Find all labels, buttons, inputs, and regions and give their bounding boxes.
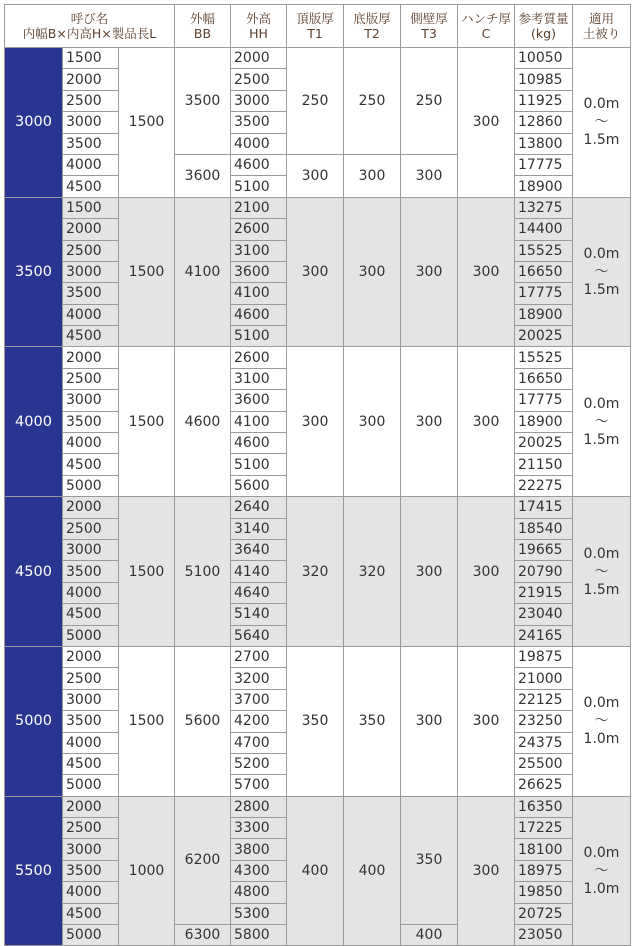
- top-slab-thickness-value: 300: [287, 347, 344, 497]
- outer-height-value: 5600: [231, 475, 287, 496]
- inner-height-value: 3500: [63, 711, 119, 732]
- reference-mass-value: 18100: [515, 839, 573, 860]
- table-row: [5, 646, 631, 667]
- bottom-slab-thickness-value: 300: [344, 347, 401, 497]
- inner-height-value: 5000: [63, 625, 119, 646]
- reference-mass-value: 12860: [515, 112, 573, 133]
- side-wall-thickness-value: 300: [401, 646, 458, 796]
- outer-height-value: 3640: [231, 539, 287, 560]
- outer-height-value: 5100: [231, 454, 287, 475]
- reference-mass-value: 22125: [515, 689, 573, 710]
- outer-height-value: 5800: [231, 925, 287, 946]
- inner-height-value: 3000: [63, 839, 119, 860]
- inner-height-value: 3000: [63, 689, 119, 710]
- outer-height-value: 4100: [231, 411, 287, 432]
- product-length-value: 1500: [119, 646, 175, 796]
- outer-height-value: 2700: [231, 646, 287, 667]
- reference-mass-value: 18900: [515, 304, 573, 325]
- inner-height-value: 5000: [63, 925, 119, 946]
- inner-height-value: 3500: [63, 411, 119, 432]
- inner-width-name: 4500: [5, 497, 63, 647]
- outer-height-value: 4700: [231, 732, 287, 753]
- haunch-thickness-value: 300: [458, 796, 515, 946]
- inner-height-value: 3000: [63, 390, 119, 411]
- reference-mass-value: 15525: [515, 347, 573, 368]
- outer-height-value: 4600: [231, 433, 287, 454]
- table-row: [5, 48, 631, 69]
- reference-mass-value: 23050: [515, 925, 573, 946]
- reference-mass-value: 20025: [515, 433, 573, 454]
- haunch-thickness-value: 300: [458, 48, 515, 198]
- top-slab-thickness-value: 350: [287, 646, 344, 796]
- inner-height-value: 4000: [63, 433, 119, 454]
- cover-depth-value: 1.0m: [583, 731, 620, 748]
- inner-height-value: 4500: [63, 326, 119, 347]
- header-t2: [344, 5, 401, 48]
- reference-mass-value: 21150: [515, 454, 573, 475]
- reference-mass-value: 22275: [515, 475, 573, 496]
- outer-height-value: 3600: [231, 390, 287, 411]
- inner-height-value: 2500: [63, 518, 119, 539]
- outer-height-value: 2500: [231, 69, 287, 90]
- outer-height-value: 3000: [231, 90, 287, 111]
- reference-mass-value: 24165: [515, 625, 573, 646]
- reference-mass-value: 17415: [515, 497, 573, 518]
- inner-height-value: 3500: [63, 133, 119, 154]
- inner-height-value: 4000: [63, 154, 119, 175]
- side-wall-thickness-value: 300: [401, 347, 458, 497]
- reference-mass-value: 21000: [515, 668, 573, 689]
- inner-height-value: 4000: [63, 882, 119, 903]
- inner-height-value: 2000: [63, 347, 119, 368]
- outer-height-value: 5140: [231, 604, 287, 625]
- haunch-thickness-value: 300: [458, 646, 515, 796]
- outer-height-value: 4640: [231, 582, 287, 603]
- reference-mass-value: 16650: [515, 261, 573, 282]
- outer-height-value: 3300: [231, 818, 287, 839]
- inner-height-value: 1500: [63, 48, 119, 69]
- haunch-thickness-value: 300: [458, 347, 515, 497]
- cover-range-tilde: 〜: [594, 413, 609, 430]
- cover-depth-value: 1.0m: [583, 881, 620, 898]
- outer-height-value: 3800: [231, 839, 287, 860]
- outer-height-value: 4300: [231, 860, 287, 881]
- inner-height-value: 2000: [63, 796, 119, 817]
- inner-width-name: 5500: [5, 796, 63, 946]
- cover-depth-value: 0.0m: [583, 96, 620, 113]
- inner-height-value: 3500: [63, 283, 119, 304]
- cover-depth-value: 0.0m: [583, 545, 620, 562]
- header-mass-line1: 参考質量: [518, 11, 569, 26]
- cover-depth-cell: [573, 796, 631, 946]
- inner-width-name: 3500: [5, 197, 63, 347]
- header-name: [5, 5, 175, 48]
- reference-mass-value: 20025: [515, 326, 573, 347]
- cover-depth-cell: [573, 347, 631, 497]
- side-wall-thickness-value: 300: [401, 197, 458, 347]
- inner-height-value: 3500: [63, 561, 119, 582]
- product-length-value: 1000: [119, 796, 175, 946]
- header-t3: [401, 5, 458, 48]
- cover-range-tilde: 〜: [594, 713, 609, 730]
- bottom-slab-thickness-value: 400: [344, 796, 401, 946]
- header-cover: [573, 5, 631, 48]
- side-wall-thickness-value: 300: [401, 154, 458, 197]
- outer-height-value: 2600: [231, 347, 287, 368]
- header-cover-line2: 土被り: [582, 26, 621, 41]
- outer-width-value: 3600: [175, 154, 231, 197]
- reference-mass-value: 19665: [515, 539, 573, 560]
- inner-height-value: 3000: [63, 539, 119, 560]
- outer-height-value: 5100: [231, 326, 287, 347]
- outer-height-value: 4200: [231, 711, 287, 732]
- outer-height-value: 4100: [231, 283, 287, 304]
- top-slab-thickness-value: 300: [287, 197, 344, 347]
- cover-range-tilde: 〜: [594, 264, 609, 281]
- outer-height-value: 3600: [231, 261, 287, 282]
- header-t1-line2: T1: [307, 26, 323, 41]
- outer-height-value: 3100: [231, 368, 287, 389]
- inner-height-value: 3500: [63, 860, 119, 881]
- inner-height-value: 2000: [63, 69, 119, 90]
- top-slab-thickness-value: 400: [287, 796, 344, 946]
- outer-width-value: 4600: [175, 347, 231, 497]
- reference-mass-value: 13275: [515, 197, 573, 218]
- outer-height-value: 4600: [231, 154, 287, 175]
- outer-height-value: 5700: [231, 775, 287, 796]
- cover-depth-value: 1.5m: [583, 431, 620, 448]
- bottom-slab-thickness-value: 300: [344, 197, 401, 347]
- outer-height-value: 5300: [231, 903, 287, 924]
- header-c-line1: ハンチ厚: [460, 11, 511, 26]
- header-bb-line2: BB: [193, 26, 212, 41]
- top-slab-thickness-value: 250: [287, 48, 344, 155]
- outer-height-value: 2640: [231, 497, 287, 518]
- side-wall-thickness-value: 250: [401, 48, 458, 155]
- side-wall-thickness-value: 300: [401, 497, 458, 647]
- reference-mass-value: 16650: [515, 368, 573, 389]
- haunch-thickness-value: 300: [458, 197, 515, 347]
- outer-height-value: 3700: [231, 689, 287, 710]
- bottom-slab-thickness-value: 300: [344, 154, 401, 197]
- cover-depth-value: 0.0m: [583, 395, 620, 412]
- outer-width-value: 4100: [175, 197, 231, 347]
- inner-height-value: 4500: [63, 176, 119, 197]
- outer-height-value: 4800: [231, 882, 287, 903]
- inner-height-value: 2500: [63, 368, 119, 389]
- outer-height-value: 4600: [231, 304, 287, 325]
- inner-height-value: 4000: [63, 732, 119, 753]
- outer-width-value: 6300: [175, 925, 231, 946]
- header-t3-line1: 側壁厚: [410, 11, 448, 26]
- header-c: [458, 5, 515, 48]
- bottom-slab-thickness-value: 250: [344, 48, 401, 155]
- bottom-slab-thickness-value: 350: [344, 646, 401, 796]
- reference-mass-value: 17775: [515, 283, 573, 304]
- header-c-line2: C: [481, 26, 491, 41]
- reference-mass-value: 26625: [515, 775, 573, 796]
- outer-height-value: 4140: [231, 561, 287, 582]
- top-slab-thickness-value: 320: [287, 497, 344, 647]
- outer-height-value: 2600: [231, 219, 287, 240]
- reference-mass-value: 20790: [515, 561, 573, 582]
- outer-height-value: 3500: [231, 112, 287, 133]
- inner-height-value: 2000: [63, 646, 119, 667]
- product-length-value: 1500: [119, 347, 175, 497]
- header-cover-line1: 適用: [588, 11, 614, 26]
- header-mass: [515, 5, 573, 48]
- cover-range-tilde: 〜: [594, 863, 609, 880]
- outer-width-value: 5600: [175, 646, 231, 796]
- inner-height-value: 2500: [63, 818, 119, 839]
- cover-depth-value: 0.0m: [583, 246, 620, 263]
- side-wall-thickness-value: 350: [401, 796, 458, 924]
- reference-mass-value: 13800: [515, 133, 573, 154]
- product-length-value: 1500: [119, 497, 175, 647]
- table-body: [5, 48, 631, 946]
- reference-mass-value: 24375: [515, 732, 573, 753]
- header-hh-line1: 外高: [245, 11, 271, 26]
- product-length-value: 1500: [119, 197, 175, 347]
- cover-depth-value: 1.5m: [583, 581, 620, 598]
- cover-depth-cell: [573, 48, 631, 198]
- inner-height-value: 3000: [63, 112, 119, 133]
- outer-height-value: 2000: [231, 48, 287, 69]
- header-mass-line2: (kg): [531, 26, 556, 41]
- reference-mass-value: 18975: [515, 860, 573, 881]
- reference-mass-value: 15525: [515, 240, 573, 261]
- inner-height-value: 4500: [63, 454, 119, 475]
- cover-depth-value: 0.0m: [583, 695, 620, 712]
- cover-depth-value: 0.0m: [583, 845, 620, 862]
- header-hh-line2: HH: [249, 26, 268, 41]
- outer-height-value: 2100: [231, 197, 287, 218]
- inner-height-value: 4500: [63, 604, 119, 625]
- reference-mass-value: 21915: [515, 582, 573, 603]
- cover-depth-cell: [573, 197, 631, 347]
- inner-width-name: 3000: [5, 48, 63, 198]
- outer-height-value: 5200: [231, 753, 287, 774]
- outer-width-value: 3500: [175, 48, 231, 155]
- reference-mass-value: 17775: [515, 154, 573, 175]
- header-bb: [175, 5, 231, 48]
- inner-height-value: 2500: [63, 90, 119, 111]
- reference-mass-value: 23040: [515, 604, 573, 625]
- cover-range-tilde: 〜: [594, 563, 609, 580]
- outer-height-value: 3100: [231, 240, 287, 261]
- reference-mass-value: 18900: [515, 411, 573, 432]
- cover-depth-value: 1.5m: [583, 132, 620, 149]
- table-row: [5, 796, 631, 817]
- inner-width-name: 5000: [5, 646, 63, 796]
- inner-height-value: 5000: [63, 475, 119, 496]
- cover-depth-value: 1.5m: [583, 282, 620, 299]
- reference-mass-value: 19875: [515, 646, 573, 667]
- header-t2-line1: 底版厚: [353, 11, 391, 26]
- bottom-slab-thickness-value: 320: [344, 497, 401, 647]
- cover-depth-cell: [573, 646, 631, 796]
- cover-depth-cell: [573, 497, 631, 647]
- outer-height-value: 3140: [231, 518, 287, 539]
- reference-mass-value: 20725: [515, 903, 573, 924]
- outer-height-value: 2800: [231, 796, 287, 817]
- top-slab-thickness-value: 300: [287, 154, 344, 197]
- outer-height-value: 4000: [231, 133, 287, 154]
- reference-mass-value: 11925: [515, 90, 573, 111]
- reference-mass-value: 23250: [515, 711, 573, 732]
- inner-height-value: 3000: [63, 261, 119, 282]
- header-t3-line2: T3: [421, 26, 437, 41]
- box-culvert-spec-table: [4, 4, 631, 946]
- inner-height-value: 4000: [63, 582, 119, 603]
- header-name-line2: 内幅B×内高H×製品長L: [22, 26, 157, 41]
- reference-mass-value: 25500: [515, 753, 573, 774]
- inner-height-value: 4500: [63, 903, 119, 924]
- reference-mass-value: 18540: [515, 518, 573, 539]
- inner-height-value: 2500: [63, 240, 119, 261]
- outer-width-value: 5100: [175, 497, 231, 647]
- reference-mass-value: 17225: [515, 818, 573, 839]
- table-row: [5, 497, 631, 518]
- table-row: [5, 197, 631, 218]
- inner-height-value: 2500: [63, 668, 119, 689]
- table-row: [5, 154, 631, 175]
- outer-width-value: 6200: [175, 796, 231, 924]
- outer-height-value: 3200: [231, 668, 287, 689]
- inner-height-value: 2000: [63, 219, 119, 240]
- inner-height-value: 1500: [63, 197, 119, 218]
- inner-height-value: 4500: [63, 753, 119, 774]
- inner-width-name: 4000: [5, 347, 63, 497]
- reference-mass-value: 10985: [515, 69, 573, 90]
- reference-mass-value: 19850: [515, 882, 573, 903]
- reference-mass-value: 10050: [515, 48, 573, 69]
- header-row: [5, 5, 631, 48]
- reference-mass-value: 14400: [515, 219, 573, 240]
- cover-range-tilde: 〜: [594, 114, 609, 131]
- header-t2-line2: T2: [364, 26, 380, 41]
- header-t1-line1: 頂版厚: [296, 11, 334, 26]
- haunch-thickness-value: 300: [458, 497, 515, 647]
- table-row: [5, 347, 631, 368]
- header-bb-line1: 外幅: [189, 11, 215, 26]
- inner-height-value: 2000: [63, 497, 119, 518]
- outer-height-value: 5100: [231, 176, 287, 197]
- reference-mass-value: 18900: [515, 176, 573, 197]
- header-t1: [287, 5, 344, 48]
- product-length-value: 1500: [119, 48, 175, 198]
- inner-height-value: 5000: [63, 775, 119, 796]
- reference-mass-value: 16350: [515, 796, 573, 817]
- outer-height-value: 5640: [231, 625, 287, 646]
- inner-height-value: 4000: [63, 304, 119, 325]
- reference-mass-value: 17775: [515, 390, 573, 411]
- header-name-line1: 呼び名: [70, 11, 109, 26]
- header-hh: [231, 5, 287, 48]
- side-wall-thickness-value: 400: [401, 925, 458, 946]
